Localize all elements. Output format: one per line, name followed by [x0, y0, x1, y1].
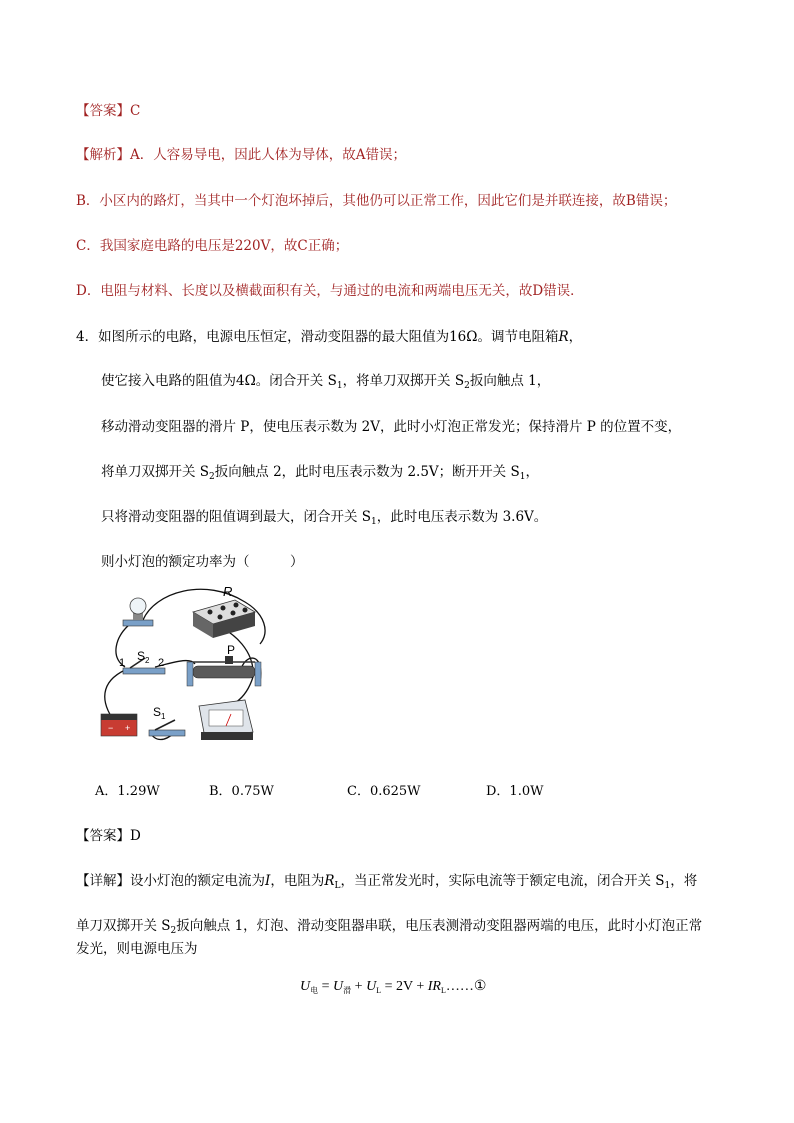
detail-line-1: [76, 872, 697, 890]
question-line-1: [76, 328, 582, 346]
detail-l1-sub1: 1: [664, 881, 671, 891]
formula-sub-slide: 滑: [343, 986, 352, 995]
switch-s1-icon: [149, 720, 185, 736]
svg-text:+: +: [125, 723, 131, 733]
choice-b: B．0.75W: [209, 784, 274, 799]
analysis-line-b: B．小区内的路灯，当其中一个灯泡坏掉后，其他仍可以正常工作，因此它们是并联连接，故B错误；: [76, 193, 677, 209]
formula-rhs: = 2V +: [381, 979, 428, 994]
question-l2-mid: ，将单刀双掷开关 S: [342, 373, 465, 389]
question-l1: 4．如图所示的电路，电源电压恒定，滑动变阻器的最大阻值为16Ω。调节电阻箱: [76, 329, 559, 345]
figure-label-S1: $S_1$: [153, 705, 166, 721]
formula-U-slide: U: [333, 979, 344, 994]
svg-text:−: −: [108, 723, 114, 733]
resistance-box-icon: [193, 600, 255, 638]
question-l1-end: ，: [568, 329, 583, 345]
formula-I: I: [427, 979, 433, 994]
question-line-2: [101, 372, 550, 390]
rheostat-icon: [187, 656, 261, 686]
answer2-value: D: [130, 828, 141, 844]
question-line-4: [101, 463, 539, 481]
answer-value: C: [130, 103, 141, 119]
question-l5-pre: 只将滑动变阻器的阻值调到最大，闭合开关 S: [101, 509, 372, 525]
battery-icon: [101, 714, 137, 736]
question-line-5: [101, 508, 547, 526]
figure-label-R: R: [223, 584, 233, 599]
figure-label-1: 1: [119, 657, 126, 669]
analysis-c-num: 220V: [234, 238, 271, 254]
detail-l1-c: ，当正常发光时，实际电流等于额定电流，闭合开关 S: [340, 873, 665, 889]
detail-line-3: 发光，则电源电压为: [76, 941, 198, 957]
detail-tag: 【详解】: [76, 873, 130, 889]
question-l4-sub2: 2: [209, 472, 215, 482]
answer-line-2: [76, 827, 141, 845]
detail-l2-sub2: 2: [170, 926, 177, 936]
choice-c: C．0.625W: [347, 784, 421, 799]
detail-sub-L: L: [334, 881, 341, 891]
formula-sub-supply: 电: [310, 986, 319, 995]
question-l2-post: 扳向触点 1，: [469, 373, 551, 389]
detail-var-R: R: [324, 873, 335, 889]
answer2-tag: 【答案】: [76, 828, 130, 844]
choice-d: D．1.0W: [486, 784, 544, 799]
detail-l1-d: ，将: [670, 873, 698, 889]
answer-line-1: [76, 102, 140, 120]
choice-a: A．1.29W: [95, 784, 160, 799]
formula-eq: =: [318, 979, 334, 994]
analysis-c-pre: C．我国家庭电路的电压是: [76, 238, 235, 254]
question-l2-sub1: 1: [336, 381, 343, 391]
formula-R: R: [432, 979, 441, 994]
voltmeter-icon: [199, 700, 253, 740]
detail-var-I: I: [265, 873, 271, 889]
figure-label-S2: $S_2$: [137, 649, 150, 665]
formula-U-supply: U: [300, 979, 311, 994]
lamp-icon: [123, 598, 153, 626]
question-line-6: 则小灯泡的额定功率为（ ）: [101, 554, 304, 570]
question-l4-pre: 将单刀双掷开关 S: [101, 464, 210, 480]
analysis-a: A．人容易导电，因此人体为导体，故A错误；: [130, 147, 406, 163]
analysis-tag: 【解析】: [76, 147, 130, 163]
question-l5-sub1: 1: [371, 517, 377, 527]
question-l4-post: ，: [525, 464, 539, 480]
formula-sub-L2: L: [440, 986, 446, 995]
analysis-line-c: [76, 237, 348, 255]
answer-tag: 【答案】: [76, 103, 130, 119]
formula-sub-L: L: [376, 986, 382, 995]
question-line-3: 移动滑动变阻器的滑片 P，使电压表示数为 2V，此时小灯泡正常发光；保持滑片 P 的位置不变，: [101, 419, 682, 435]
formula-1: [300, 978, 486, 995]
formula-tail: ……①: [445, 979, 487, 994]
formula-U-lamp: U: [366, 979, 377, 994]
formula-plus: +: [351, 979, 367, 994]
question-var-R: R: [558, 329, 569, 345]
circuit-figure: [95, 582, 275, 747]
analysis-c-post: ，故C正确；: [270, 238, 349, 254]
question-l4-mid: 扳向触点 2，此时电压表示数为 2.5V；断开开关 S: [214, 464, 520, 480]
detail-l1-a: 设小灯泡的额定电流为: [130, 873, 265, 889]
question-l5-post: ，此时电压表示数为 3.6V。: [376, 509, 548, 525]
question-l2-sub2: 2: [464, 381, 470, 391]
detail-l1-b: ，电阻为: [270, 873, 325, 889]
detail-line-2: [76, 917, 702, 935]
figure-label-2: 2: [158, 657, 165, 669]
analysis-line-d: D．电阻与材料、长度以及横截面积有关，与通过的电流和两端电压无关，故D错误．: [76, 283, 584, 299]
figure-label-P: P: [227, 643, 236, 657]
question-l4-sub1: 1: [519, 472, 526, 482]
detail-l2-b: 扳向触点 1，灯泡、滑动变阻器串联，电压表测滑动变阻器两端的电压，此时小灯泡正常: [176, 918, 703, 934]
detail-l2-a: 单刀双掷开关 S: [76, 918, 171, 934]
analysis-line-a: [76, 146, 406, 164]
question-l2-pre: 使它接入电路的阻值为4Ω。闭合开关 S: [101, 373, 337, 389]
